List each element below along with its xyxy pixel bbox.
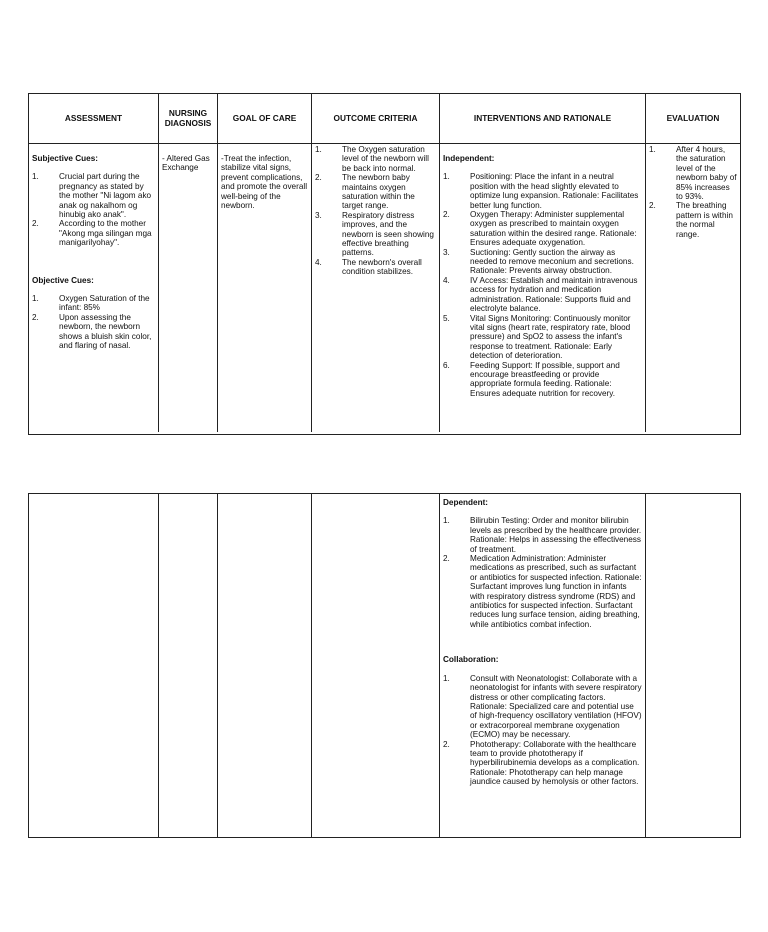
item-text: According to the mother "Akong mga silingan mga manigarilyohay". [59,219,152,248]
item-number: 2. [32,312,39,322]
item-text: Consult with Neonatologist: Collaborate with a neonatologist for infants with severe respiratory distress or other complicating factors. Rationale: Specialized care and potential use of high-frequency oscillatory ventilation (HFOV) or extracorporeal membrane oxygenation (ECMO) may be necessary. [470,673,642,740]
list-item [443,740,642,787]
objective-cues-title: Objective Cues: [32,275,94,285]
item-number: 2. [443,554,450,564]
outcome-cell-empty [312,494,440,837]
header-interventions: INTERVENTIONS AND RATIONALE [440,94,646,143]
item-text: Positioning: Place the infant in a neutral position with the head slightly elevated to optimize lung expansion. Rationale: Facilitates better lung function. [470,172,639,210]
item-text: Suctioning: Gently suction the airway as needed to remove meconium and secretions. Rationale: Prevents airway obstruction. [470,247,634,276]
item-number: 2. [443,210,450,220]
evaluation-list [649,145,737,239]
list-item [443,361,642,399]
dependent-title: Dependent: [443,498,489,507]
nursing-diagnosis-text: - Altered Gas Exchange [162,154,210,173]
evaluation-cell-empty [646,494,740,837]
list-item [32,294,155,313]
outcome-criteria-list [315,145,436,277]
interventions-cell [440,144,646,432]
item-text: Upon assessing the newborn, the newborn shows a bluish skin color, and flaring of nasal. [59,312,152,351]
objective-cues-list [32,294,155,350]
item-text: Respiratory distress improves, and the newborn is seen showing effective breathing patterns. [342,210,434,258]
header-assessment: ASSESSMENT [29,94,159,143]
goal-cell-empty [218,494,312,837]
list-item [443,210,642,248]
item-number: 1. [32,294,39,304]
item-number: 1. [443,673,450,683]
item-text: Oxygen Saturation of the infant: 85% [59,294,150,313]
item-number: 1. [443,516,450,526]
interventions-continued-cell [440,494,646,837]
evaluation-cell [646,144,740,432]
care-plan-table-2 [28,493,741,838]
item-number: 4. [443,275,450,285]
item-number: 3. [443,247,450,257]
item-text: Bilirubin Testing: Order and monitor bilirubin levels as prescribed by the healthcare provider. Rationale: Helps in assessing the effectiveness of treatment. [470,516,642,554]
list-item [443,674,642,740]
list-item [32,219,155,247]
item-text: IV Access: Establish and maintain intravenous access for hydration and medication administration. Rationale: Supports fluid and electrolyte balance. [470,275,638,314]
item-number: 1. [443,172,450,182]
item-text: Vital Signs Monitoring: Continuously monitor vital signs (heart rate, respiratory rate, blood pressure) and SpO2 to assess the infant's response to treatment. Rationale: Early detection of deterioration. [470,313,631,361]
list-item [32,172,155,219]
item-number: 1. [315,145,322,154]
list-item [443,172,642,210]
outcome-cell [312,144,440,432]
item-number: 5. [443,313,450,323]
goal-of-care-text: -Treat the infection, stabilize vital signs, prevent complications, and promote the overall well-being of the newborn. [221,154,308,211]
list-item [315,211,436,258]
list-item [443,554,642,629]
item-text: Crucial part during the pregnancy as stated by the mother "Ni lagom ako anak og nakalhom og hinubig ako anak". [59,172,152,220]
item-text: The newborn baby maintains oxygen saturation within the target range. [342,173,415,211]
item-text: Medication Administration: Administer medications as prescribed, such as surfactant or antibiotics for suspected infection. Rationale: Surfactant improves lung function in infants with respiratory distress syndrome (RDS) and antibiotics for suspected infection. Surfactant reduces lung surface tension, aiding breathing, while antibiotics combat infection. [470,554,642,629]
header-evaluation: EVALUATION [666,112,720,123]
item-text: Feeding Support: If possible, support and encourage breastfeeding or provide appropriate formula feeding. Rationale: Ensures adequate nutrition for recovery. [470,360,620,398]
header-outcome-criteria: OUTCOME CRITERIA [312,94,440,143]
item-number: 3. [315,210,322,220]
item-number: 2. [649,201,656,211]
subjective-cues-list [32,172,155,247]
list-item [443,276,642,314]
item-number: 1. [32,172,39,182]
list-item [649,145,737,201]
item-number: 2. [32,219,39,229]
item-text: Oxygen Therapy: Administer supplemental oxygen as prescribed to maintain oxygen saturation within the desired range. Rationale: Ensures adequate oxygenation. [470,210,637,248]
item-text: Phototherapy: Collaborate with the healthcare team to provide phototherapy if hyperbilirubinemia develops as a complication. Rationale: Phototherapy can help manage jaundice caused by hemolysis or other factors. [470,739,640,787]
list-item [315,145,436,173]
item-number: 6. [443,360,450,370]
list-item [315,258,436,277]
list-item [649,201,737,239]
diagnosis-cell-empty [159,494,218,837]
collaboration-title: Collaboration: [443,655,499,665]
list-item [443,314,642,361]
collaboration-list [443,674,642,787]
diagnosis-cell [159,144,218,432]
list-item [32,313,155,351]
independent-title: Independent: [443,154,495,163]
assessment-cell-empty [29,494,159,837]
item-number: 1. [649,145,656,154]
item-text: The Oxygen saturation level of the newborn will be back into normal. [342,145,429,173]
item-number: 2. [315,173,322,183]
body-row [29,144,740,432]
header-nursing-diagnosis: NURSING DIAGNOSIS [159,94,218,143]
dependent-list [443,516,642,629]
item-number: 4. [315,257,322,267]
continuation-row [29,494,740,837]
independent-list [443,172,642,398]
assessment-cell [29,144,159,432]
care-plan-table-1 [28,93,741,435]
header-row [29,94,740,144]
list-item [315,173,436,211]
item-text: The breathing pattern is within the normal range. [676,201,733,239]
item-text: After 4 hours, the saturation level of the newborn baby of 85% increases to 93%. [676,145,737,202]
item-number: 2. [443,739,450,749]
list-item [443,248,642,276]
subjective-cues-title: Subjective Cues: [32,154,98,163]
item-text: The newborn's overall condition stabilizes. [342,257,422,277]
header-goal-of-care: GOAL OF CARE [218,94,312,143]
goal-cell [218,144,312,432]
list-item [443,516,642,554]
